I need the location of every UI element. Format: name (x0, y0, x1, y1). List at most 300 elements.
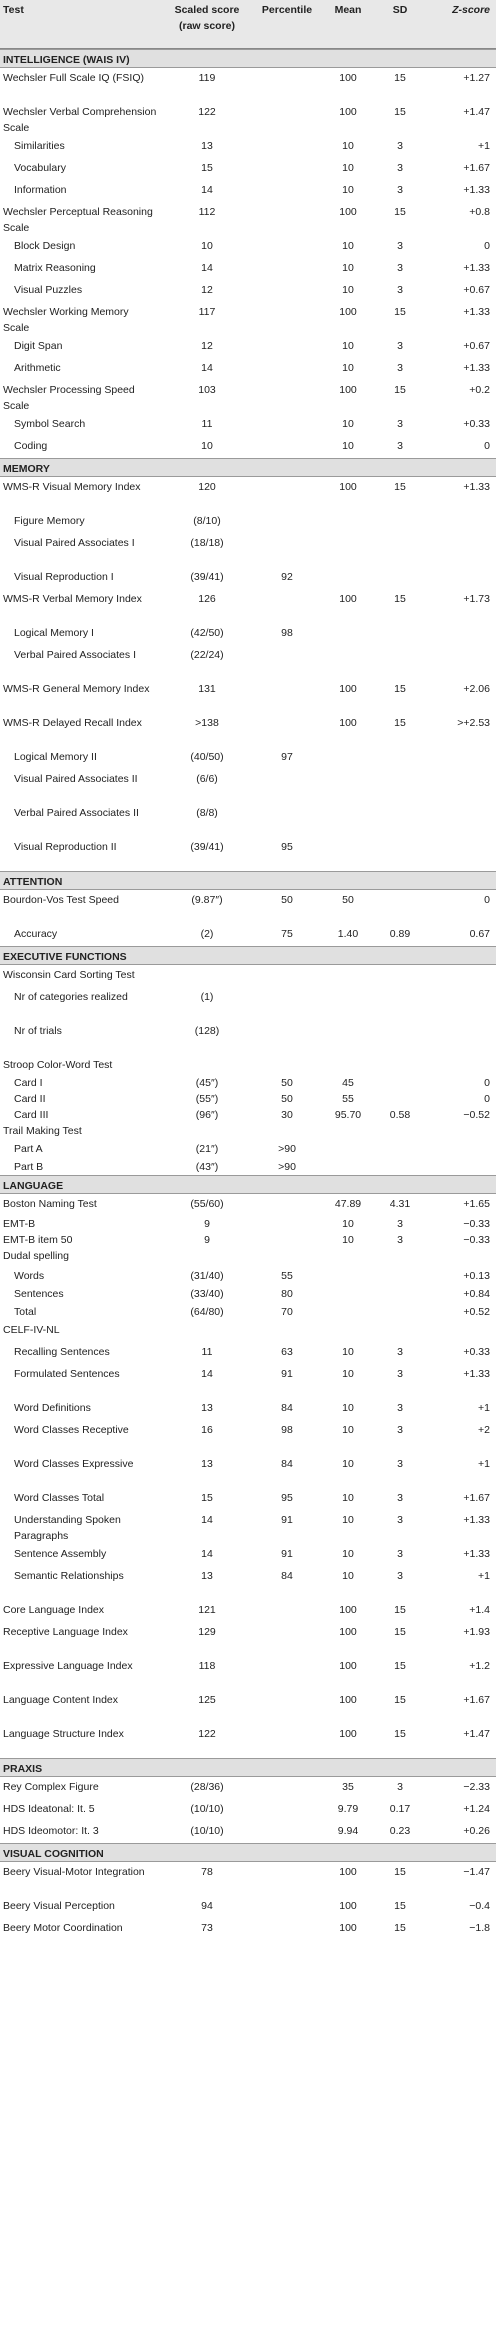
zscore-cell: +1.47 (463, 1728, 490, 1740)
score-cell: 13 (201, 1458, 213, 1470)
sd-cell: 3 (397, 1368, 403, 1380)
percentile-cell (254, 280, 320, 284)
score-cell: 120 (198, 481, 216, 493)
percentile-cell (254, 1600, 320, 1604)
score-cell: 103 (198, 384, 216, 396)
score-cell: 13 (201, 1570, 213, 1582)
sd-cell: 15 (394, 1900, 406, 1912)
mean-cell: 55 (342, 1093, 354, 1105)
sd-cell: 0.89 (389, 928, 411, 940)
test-name-cell: Similarities (14, 140, 65, 152)
test-name-cell: WMS-R Delayed Recall Index (3, 717, 142, 729)
sd-cell: 3 (397, 1218, 403, 1230)
test-name-cell: Bourdon-Vos Test Speed (3, 894, 119, 906)
sd-cell (376, 533, 424, 537)
table-row (0, 477, 496, 511)
score-cell: 14 (201, 262, 213, 274)
percentile-cell: 75 (281, 928, 293, 940)
percentile-cell (254, 1121, 320, 1125)
score-cell: (31/40) (190, 1270, 224, 1282)
zscore-cell (424, 769, 496, 773)
zscore-cell (424, 1157, 496, 1161)
test-name-cell: Visual Paired Associates I (14, 537, 135, 549)
test-name-cell: Sentences (14, 1288, 64, 1300)
zscore-cell: +2 (478, 1424, 490, 1436)
percentile-cell (254, 533, 320, 537)
test-name-cell: Vocabulary (14, 162, 66, 174)
score-cell: 14 (201, 362, 213, 374)
zscore-cell: +0.52 (463, 1306, 490, 1318)
zscore-cell (424, 1246, 496, 1250)
sd-cell: 15 (394, 306, 406, 318)
score-cell: 13 (201, 1402, 213, 1414)
mean-cell: 10 (342, 1424, 354, 1436)
test-name-cell: Visual Reproduction II (14, 841, 117, 853)
percentile-cell: 50 (281, 894, 293, 906)
table-row (0, 623, 496, 645)
percentile-cell (254, 302, 320, 306)
section-header (0, 1843, 496, 1862)
score-cell: 15 (201, 1492, 213, 1504)
percentile-cell (254, 1896, 320, 1900)
sd-cell: 3 (397, 1234, 403, 1246)
mean-cell (320, 1320, 376, 1324)
table-row (0, 890, 496, 924)
sd-cell: 3 (397, 362, 403, 374)
score-cell: 11 (201, 418, 213, 430)
zscore-cell: 0.67 (469, 928, 490, 940)
zscore-cell: +1.33 (463, 1368, 490, 1380)
percentile-cell (254, 477, 320, 481)
col-score-header: Scaled score (raw score) (174, 4, 240, 32)
table-row (0, 258, 496, 280)
mean-cell: 10 (342, 240, 354, 252)
table-row (0, 1690, 496, 1724)
test-name-cell: Symbol Search (14, 418, 86, 430)
table-row (0, 511, 496, 533)
sd-cell: 15 (394, 72, 406, 84)
score-cell (160, 1246, 254, 1250)
percentile-cell (254, 1246, 320, 1250)
mean-cell: 10 (342, 262, 354, 274)
mean-cell: 9.79 (337, 1803, 359, 1815)
percentile-cell (254, 380, 320, 384)
sd-cell: 3 (397, 1424, 403, 1436)
percentile-cell (254, 645, 320, 649)
mean-cell: 10 (342, 140, 354, 152)
table-row (0, 679, 496, 713)
test-name-cell: Card II (14, 1093, 46, 1105)
table-row (0, 1566, 496, 1600)
test-name-cell: Wechsler Working Memory Scale (3, 306, 129, 334)
mean-cell: 10 (342, 1514, 354, 1526)
score-cell: (6/6) (196, 773, 218, 785)
table-row (0, 1862, 496, 1896)
mean-cell: 100 (339, 1866, 357, 1878)
score-cell: 12 (201, 284, 213, 296)
test-name-cell: Understanding Spoken Paragraphs (14, 1514, 121, 1542)
test-name-cell: Words (14, 1270, 45, 1282)
table-header (0, 0, 496, 49)
test-name-cell: Receptive Language Index (3, 1626, 128, 1638)
mean-cell: 100 (339, 1728, 357, 1740)
mean-cell: 10 (342, 340, 354, 352)
test-name-cell: Language Structure Index (3, 1728, 124, 1740)
zscore-cell: +0.33 (463, 418, 490, 430)
score-cell: (28/36) (190, 1781, 224, 1793)
test-name-cell: Wisconsin Card Sorting Test (3, 969, 135, 981)
table-row (0, 1544, 496, 1566)
sd-cell: 15 (394, 106, 406, 118)
sd-cell (376, 1320, 424, 1324)
table-row (0, 202, 496, 236)
sd-cell (376, 1266, 424, 1270)
table-row (0, 1510, 496, 1544)
zscore-cell (424, 645, 496, 649)
sd-cell: 15 (394, 1866, 406, 1878)
percentile-cell (254, 180, 320, 184)
zscore-cell: +1.33 (463, 1514, 490, 1526)
mean-cell (320, 1157, 376, 1161)
mean-cell: 100 (339, 106, 357, 118)
table-row (0, 1089, 496, 1105)
mean-cell: 100 (339, 593, 357, 605)
mean-cell: 10 (342, 1570, 354, 1582)
test-name-cell: Total (14, 1306, 37, 1318)
percentile-cell (254, 102, 320, 106)
mean-cell: 100 (339, 72, 357, 84)
mean-cell (320, 1284, 376, 1288)
test-name-cell: EMT-B (3, 1218, 36, 1230)
table-row (0, 1105, 496, 1121)
mean-cell: 35 (342, 1781, 354, 1793)
zscore-cell: +1.73 (463, 593, 490, 605)
table-row (0, 1622, 496, 1656)
zscore-cell: +1.24 (463, 1803, 490, 1815)
zscore-cell: +0.2 (469, 384, 490, 396)
score-cell: 117 (198, 306, 216, 318)
percentile-cell (254, 358, 320, 362)
score-cell: (42/50) (190, 627, 224, 639)
sd-cell: 15 (394, 683, 406, 695)
zscore-cell: +1 (478, 140, 490, 152)
table-row (0, 1121, 496, 1139)
test-name-cell: Figure Memory (14, 515, 85, 527)
percentile-cell: 91 (281, 1368, 293, 1380)
percentile-cell (254, 414, 320, 418)
score-cell: 94 (201, 1900, 213, 1912)
score-cell: 10 (201, 440, 213, 452)
score-cell: (64/80) (190, 1306, 224, 1318)
test-name-cell: WMS-R Verbal Memory Index (3, 593, 142, 605)
mean-cell: 100 (339, 481, 357, 493)
mean-cell: 10 (342, 284, 354, 296)
zscore-cell: +1.67 (463, 162, 490, 174)
zscore-cell (424, 1139, 496, 1143)
percentile-cell: >90 (278, 1161, 296, 1173)
mean-cell: 10 (342, 418, 354, 430)
table-row (0, 1488, 496, 1510)
percentile-cell: 70 (281, 1306, 293, 1318)
percentile-cell (254, 1021, 320, 1025)
test-name-cell: CELF-IV-NL (3, 1324, 60, 1336)
percentile-cell: 55 (281, 1270, 293, 1282)
zscore-cell: 0 (484, 1093, 490, 1105)
sd-cell (376, 837, 424, 841)
percentile-cell (254, 965, 320, 969)
test-name-cell: Word Classes Expressive (14, 1458, 134, 1470)
test-name-cell: Dudal spelling (3, 1250, 69, 1262)
table-row (0, 965, 496, 987)
percentile-cell: 95 (281, 1492, 293, 1504)
zscore-cell: +1.4 (469, 1604, 490, 1616)
percentile-cell: 92 (281, 571, 293, 583)
section-header (0, 458, 496, 477)
test-name-cell: Formulated Sentences (14, 1368, 120, 1380)
sd-cell: 3 (397, 1346, 403, 1358)
test-name-cell: Nr of trials (14, 1025, 62, 1037)
mean-cell: 100 (339, 717, 357, 729)
table-row (0, 987, 496, 1021)
mean-cell: 10 (342, 1218, 354, 1230)
score-cell: 122 (198, 1728, 216, 1740)
section-title: LANGUAGE (3, 1180, 64, 1192)
sd-cell (376, 511, 424, 515)
col-mean-header: Mean (334, 4, 362, 16)
zscore-cell: +1.47 (463, 106, 490, 118)
score-cell: (45″) (195, 1077, 219, 1089)
zscore-cell: +1.33 (463, 481, 490, 493)
zscore-cell: −2.33 (463, 1781, 490, 1793)
table-row (0, 1214, 496, 1230)
percentile-cell (254, 679, 320, 683)
test-name-cell: Card I (14, 1077, 43, 1089)
score-cell: 121 (198, 1604, 216, 1616)
percentile-cell: >90 (278, 1143, 296, 1155)
table-row (0, 1139, 496, 1157)
score-cell: (33/40) (190, 1288, 224, 1300)
sd-cell (376, 1302, 424, 1306)
test-name-cell: Semantic Relationships (14, 1570, 124, 1582)
table-row (0, 1777, 496, 1799)
sd-cell: 3 (397, 418, 403, 430)
zscore-cell (424, 623, 496, 627)
mean-cell: 47.89 (334, 1198, 362, 1210)
section-header (0, 946, 496, 965)
table-row (0, 68, 496, 102)
zscore-cell: −0.33 (463, 1218, 490, 1230)
test-name-cell: HDS Ideatonal: It. 5 (3, 1803, 95, 1815)
test-name-cell: Stroop Color-Word Test (3, 1059, 113, 1071)
score-cell (160, 965, 254, 969)
sd-cell (376, 1073, 424, 1077)
zscore-cell: +0.84 (463, 1288, 490, 1300)
table-row (0, 180, 496, 202)
col-test-header: Test (3, 4, 24, 16)
sd-cell: 15 (394, 1660, 406, 1672)
mean-cell (320, 1139, 376, 1143)
score-cell: (9.87″) (191, 894, 223, 906)
section-title: PRAXIS (3, 1763, 43, 1775)
mean-cell (320, 1021, 376, 1025)
sd-cell: 4.31 (389, 1198, 411, 1210)
zscore-cell: >+2.53 (457, 717, 490, 729)
percentile-cell (254, 202, 320, 206)
score-cell (160, 1121, 254, 1125)
sd-cell (376, 987, 424, 991)
score-cell: (18/18) (190, 537, 224, 549)
sd-cell: 3 (397, 1514, 403, 1526)
score-cell (160, 1320, 254, 1324)
test-name-cell: Rey Complex Figure (3, 1781, 99, 1793)
zscore-cell: +1.33 (463, 362, 490, 374)
table-row (0, 1284, 496, 1302)
zscore-cell: +0.33 (463, 1346, 490, 1358)
sd-cell: 3 (397, 1492, 403, 1504)
sd-cell: 3 (397, 162, 403, 174)
percentile-cell (254, 236, 320, 240)
score-cell: 15 (201, 162, 213, 174)
mean-cell: 100 (339, 1604, 357, 1616)
score-cell: 112 (198, 206, 216, 218)
sd-cell (376, 1157, 424, 1161)
zscore-cell (424, 987, 496, 991)
score-cell: (10/10) (190, 1825, 224, 1837)
percentile-cell (254, 511, 320, 515)
percentile-cell (254, 1777, 320, 1781)
percentile-cell: 63 (281, 1346, 293, 1358)
zscore-cell: +0.67 (463, 340, 490, 352)
table-row (0, 1398, 496, 1420)
mean-cell: 100 (339, 206, 357, 218)
percentile-cell (254, 1799, 320, 1803)
zscore-cell: −1.8 (469, 1922, 490, 1934)
score-cell: 9 (204, 1218, 210, 1230)
zscore-cell: 0 (484, 894, 490, 906)
score-cell: 13 (201, 140, 213, 152)
table-row (0, 533, 496, 567)
sd-cell (376, 965, 424, 969)
test-name-cell: Word Classes Total (14, 1492, 105, 1504)
percentile-cell (254, 336, 320, 340)
table-row (0, 302, 496, 336)
test-name-cell: Expressive Language Index (3, 1660, 133, 1672)
percentile-cell: 84 (281, 1570, 293, 1582)
table-row (0, 769, 496, 803)
zscore-cell: 0 (484, 1077, 490, 1089)
mean-cell: 100 (339, 384, 357, 396)
sd-cell: 3 (397, 1570, 403, 1582)
test-name-cell: Word Definitions (14, 1402, 91, 1414)
mean-cell: 10 (342, 1368, 354, 1380)
table-row (0, 1454, 496, 1488)
test-name-cell: Wechsler Processing Speed Scale (3, 384, 135, 412)
score-cell: (55/60) (190, 1198, 224, 1210)
score-cell: 126 (198, 593, 216, 605)
score-cell: (8/8) (196, 807, 218, 819)
test-name-cell: Arithmetic (14, 362, 61, 374)
table-row (0, 436, 496, 458)
table-row (0, 1724, 496, 1758)
test-name-cell: Block Design (14, 240, 76, 252)
zscore-cell (424, 747, 496, 751)
score-cell: 14 (201, 1514, 213, 1526)
section-title: INTELLIGENCE (WAIS IV) (3, 54, 130, 66)
sd-cell: 15 (394, 481, 406, 493)
score-cell: 10 (201, 240, 213, 252)
sd-cell (376, 623, 424, 627)
table-row (0, 336, 496, 358)
score-cell: (10/10) (190, 1803, 224, 1815)
test-name-cell: Coding (14, 440, 48, 452)
percentile-cell (254, 1918, 320, 1922)
sd-cell (376, 1246, 424, 1250)
percentile-cell (254, 1214, 320, 1218)
score-cell: 125 (198, 1694, 216, 1706)
mean-cell (320, 837, 376, 841)
zscore-cell: +1.33 (463, 306, 490, 318)
table-row (0, 1799, 496, 1821)
percentile-cell (254, 987, 320, 991)
score-cell: (8/10) (193, 515, 221, 527)
sd-cell (376, 1021, 424, 1025)
mean-cell (320, 769, 376, 773)
test-name-cell: HDS Ideomotor: It. 3 (3, 1825, 99, 1837)
table-row (0, 1194, 496, 1214)
percentile-cell (254, 136, 320, 140)
section-title: EXECUTIVE FUNCTIONS (3, 951, 127, 963)
percentile-cell (254, 1724, 320, 1728)
sd-cell: 3 (397, 1781, 403, 1793)
score-cell: (22/24) (190, 649, 224, 661)
test-name-cell: Verbal Paired Associates II (14, 807, 139, 819)
percentile-cell: 91 (281, 1514, 293, 1526)
sd-cell (376, 803, 424, 807)
col-percentile-header: Percentile (261, 4, 313, 16)
score-cell: 131 (198, 683, 216, 695)
score-cell: (39/41) (190, 571, 224, 583)
score-cell: 119 (198, 72, 216, 84)
mean-cell: 100 (339, 683, 357, 695)
col-sd-header: SD (392, 4, 408, 16)
mean-cell: 9.94 (337, 1825, 359, 1837)
sd-cell (376, 1284, 424, 1288)
table-row (0, 1266, 496, 1284)
zscore-cell: +1.67 (463, 1492, 490, 1504)
zscore-cell: +1.2 (469, 1660, 490, 1672)
test-name-cell: Beery Visual Perception (3, 1900, 115, 1912)
score-cell (160, 1055, 254, 1059)
table-row (0, 1821, 496, 1843)
test-name-cell: Part B (14, 1161, 44, 1173)
mean-cell: 10 (342, 1548, 354, 1560)
mean-cell (320, 567, 376, 571)
zscore-cell: −1.47 (463, 1866, 490, 1878)
zscore-cell (424, 1121, 496, 1125)
score-cell: (55″) (195, 1093, 219, 1105)
section-header (0, 1175, 496, 1194)
test-name-cell: Card III (14, 1109, 49, 1121)
zscore-cell: +1 (478, 1402, 490, 1414)
zscore-cell (424, 567, 496, 571)
zscore-cell: 0 (484, 240, 490, 252)
sd-cell: 3 (397, 440, 403, 452)
table-row (0, 280, 496, 302)
mean-cell: 100 (339, 1694, 357, 1706)
test-name-cell: Language Content Index (3, 1694, 119, 1706)
percentile-cell: 30 (281, 1109, 293, 1121)
test-name-cell: Information (14, 184, 67, 196)
